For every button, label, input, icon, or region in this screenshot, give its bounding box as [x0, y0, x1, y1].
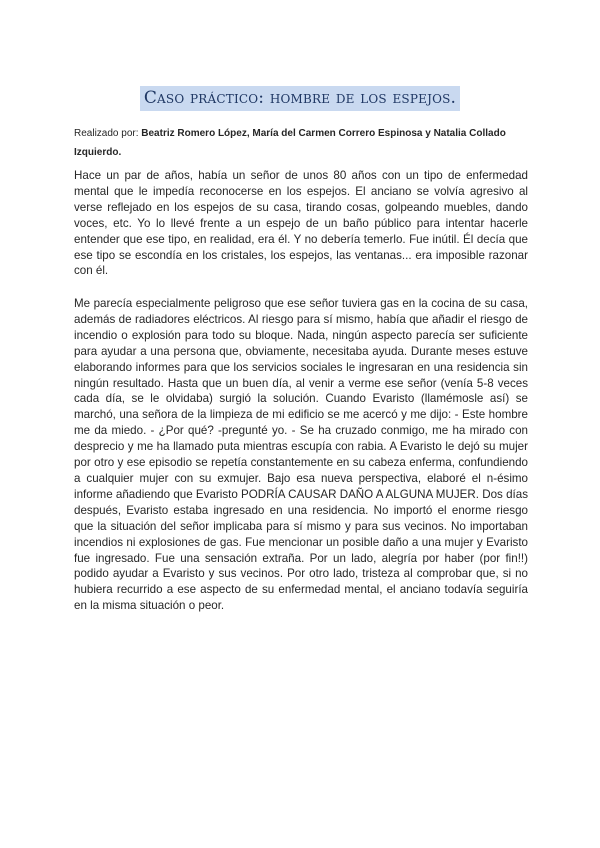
paragraph-2: Me parecía especialmente peligroso que ese señor tuviera gas en la cocina de su casa, además de radiadores eléctricos. Al riesgo para sí mismo, había que añadir el riesgo de incendio o explosión para todo su bloque. Nada, ningún aspecto parecía ser suficiente para ayudar a una persona que, obviamente, necesitaba ayuda. Durante meses estuve elaborando informes para que los servicios sociales le ingresaran en una residencia sin ningún resultado. Hasta que un buen día, al venir a verme ese señor (venía 5-8 veces cada día, se le olvidaba) surgió la solución. Cuando Evaristo (llamémosle así) se marchó, una señora de la limpieza de mi edificio se me acercó y me dijo: - Este hombre me da miedo. - ¿Por qué? -pregunté yo. - Se ha cruzado conmigo, me ha mirado con desprecio y me ha llamado puta mientras escupía con rabia. A Evaristo le dejó su mujer por otro y ese episodio se repetía constantemente en su cabeza enferma, confundiendo a cualquier mujer con su exmujer. Bajo esa nueva perspectiva, elaboré el n-ésimo informe añadiendo que Evaristo PODRÍA CAUSAR DAÑO A ALGUNA MUJER. Dos días después, Evaristo estaba ingresado en una residencia. No importó el enorme riesgo que la situación del señor implicaba para sí mismo y para sus vecinos. No importaban incendios ni explosiones de gas. Fue mencionar un posible daño a una mujer y Evaristo fue ingresado. Fue una sensación extraña. Por un lado, alegría por haber (por fin!!) podido ayudar a Evaristo y sus vecinos. Por otro lado, tristeza al comprobar que, si no hubiera recurrido a ese aspecto de su enfermedad mental, el anciano todavía seguiría en la misma situación o peor. [74, 297, 528, 613]
paragraph-1: Hace un par de años, había un señor de unos 80 años con un tipo de enfermedad mental que le impedía reconocerse en los espejos. El anciano se volvía agresivo al verse reflejado en los espejos de su casa, tirando cosas, golpeando muebles, dando voces, etc. Yo lo llevé frente a un espejo de un baño público para intentar hacerle entender que ese tipo, en realidad, era él. Y no debería temerlo. Fue inútil. Él decía que ese tipo se escondía en los cristales, los espejos, las ventanas... era imposible razonar con él. [74, 169, 528, 278]
authors-prefix: Realizado por: [74, 128, 139, 139]
authors-names: Beatriz Romero López, María del Carmen Correro Espinosa y Natalia Collado Izquierdo. [74, 128, 506, 158]
title-container [0, 86, 600, 111]
document-title: Caso práctico: hombre de los espejos. [140, 86, 460, 111]
authors-line [74, 124, 534, 162]
